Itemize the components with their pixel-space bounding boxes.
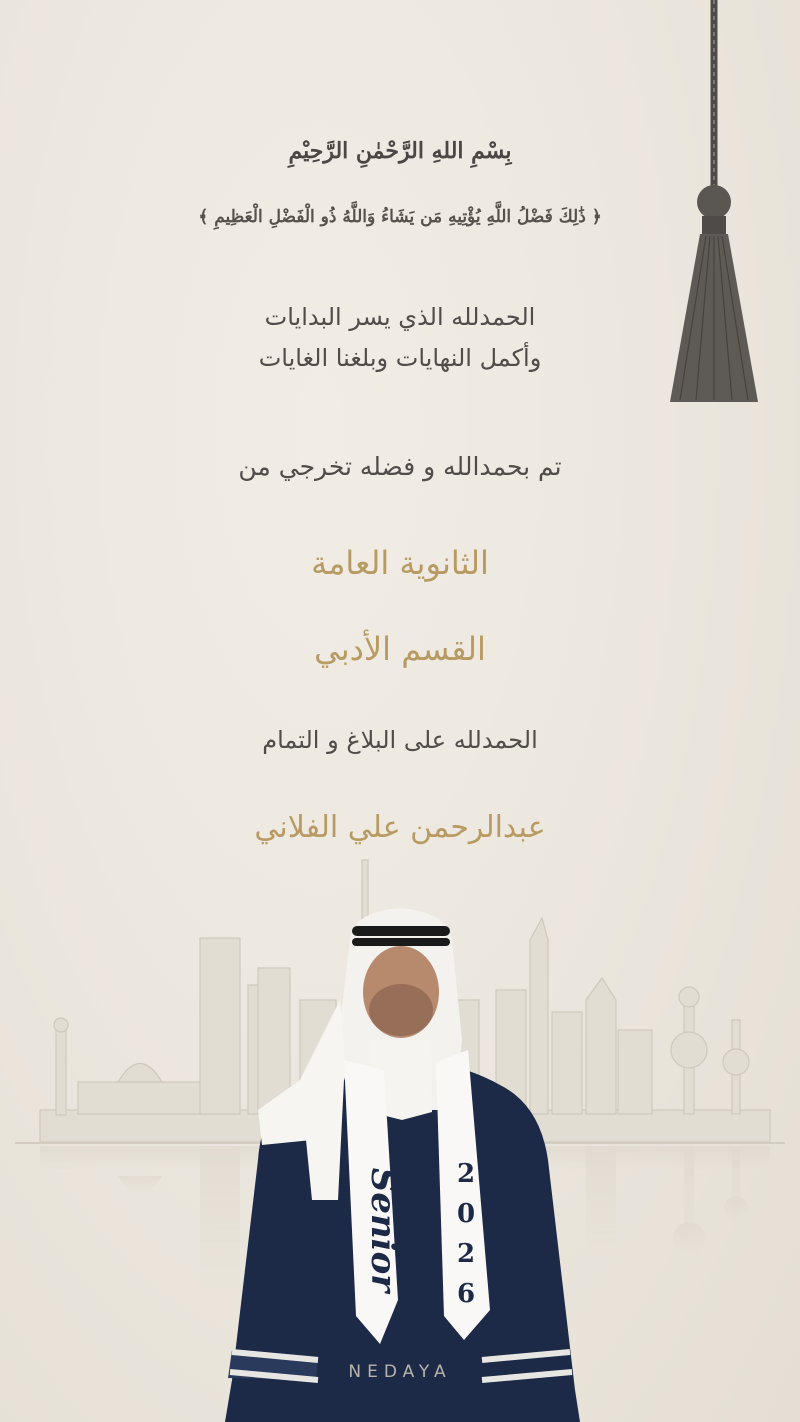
- quran-verse: ﴿ ذَٰلِكَ فَضْلُ اللَّهِ يُؤْتِيهِ مَن يَشَاءُ وَاللَّهُ ذُو الْفَضْلِ الْعَظِيمِ ﴾: [198, 207, 602, 227]
- stole-year-digit: 6: [456, 1279, 476, 1309]
- basmala-text: بِسْمِ اللهِ الرَّحْمٰنِ الرَّحِيْمِ: [288, 138, 512, 164]
- stole-year-digit: 2: [456, 1159, 476, 1189]
- praise-line-1: الحمدلله الذي يسر البدايات: [264, 303, 536, 331]
- stole-year-digit: 0: [456, 1199, 476, 1229]
- brand-watermark: NEDAYA: [348, 1362, 452, 1382]
- school-title: الثانوية العامة: [311, 544, 489, 582]
- stole-year-digit: 2: [456, 1239, 476, 1269]
- stole-senior-text: Senior: [363, 1167, 403, 1293]
- thanks-line: الحمدلله على البلاغ و التمام: [262, 726, 538, 754]
- graduation-line: تم بحمدالله و فضله تخرجي من: [238, 452, 562, 481]
- department-title: القسم الأدبي: [314, 630, 486, 668]
- graduate-name: عبدالرحمن علي الفلاني: [254, 810, 546, 845]
- praise-line-2: وأكمل النهايات وبلغنا الغايات: [258, 344, 542, 372]
